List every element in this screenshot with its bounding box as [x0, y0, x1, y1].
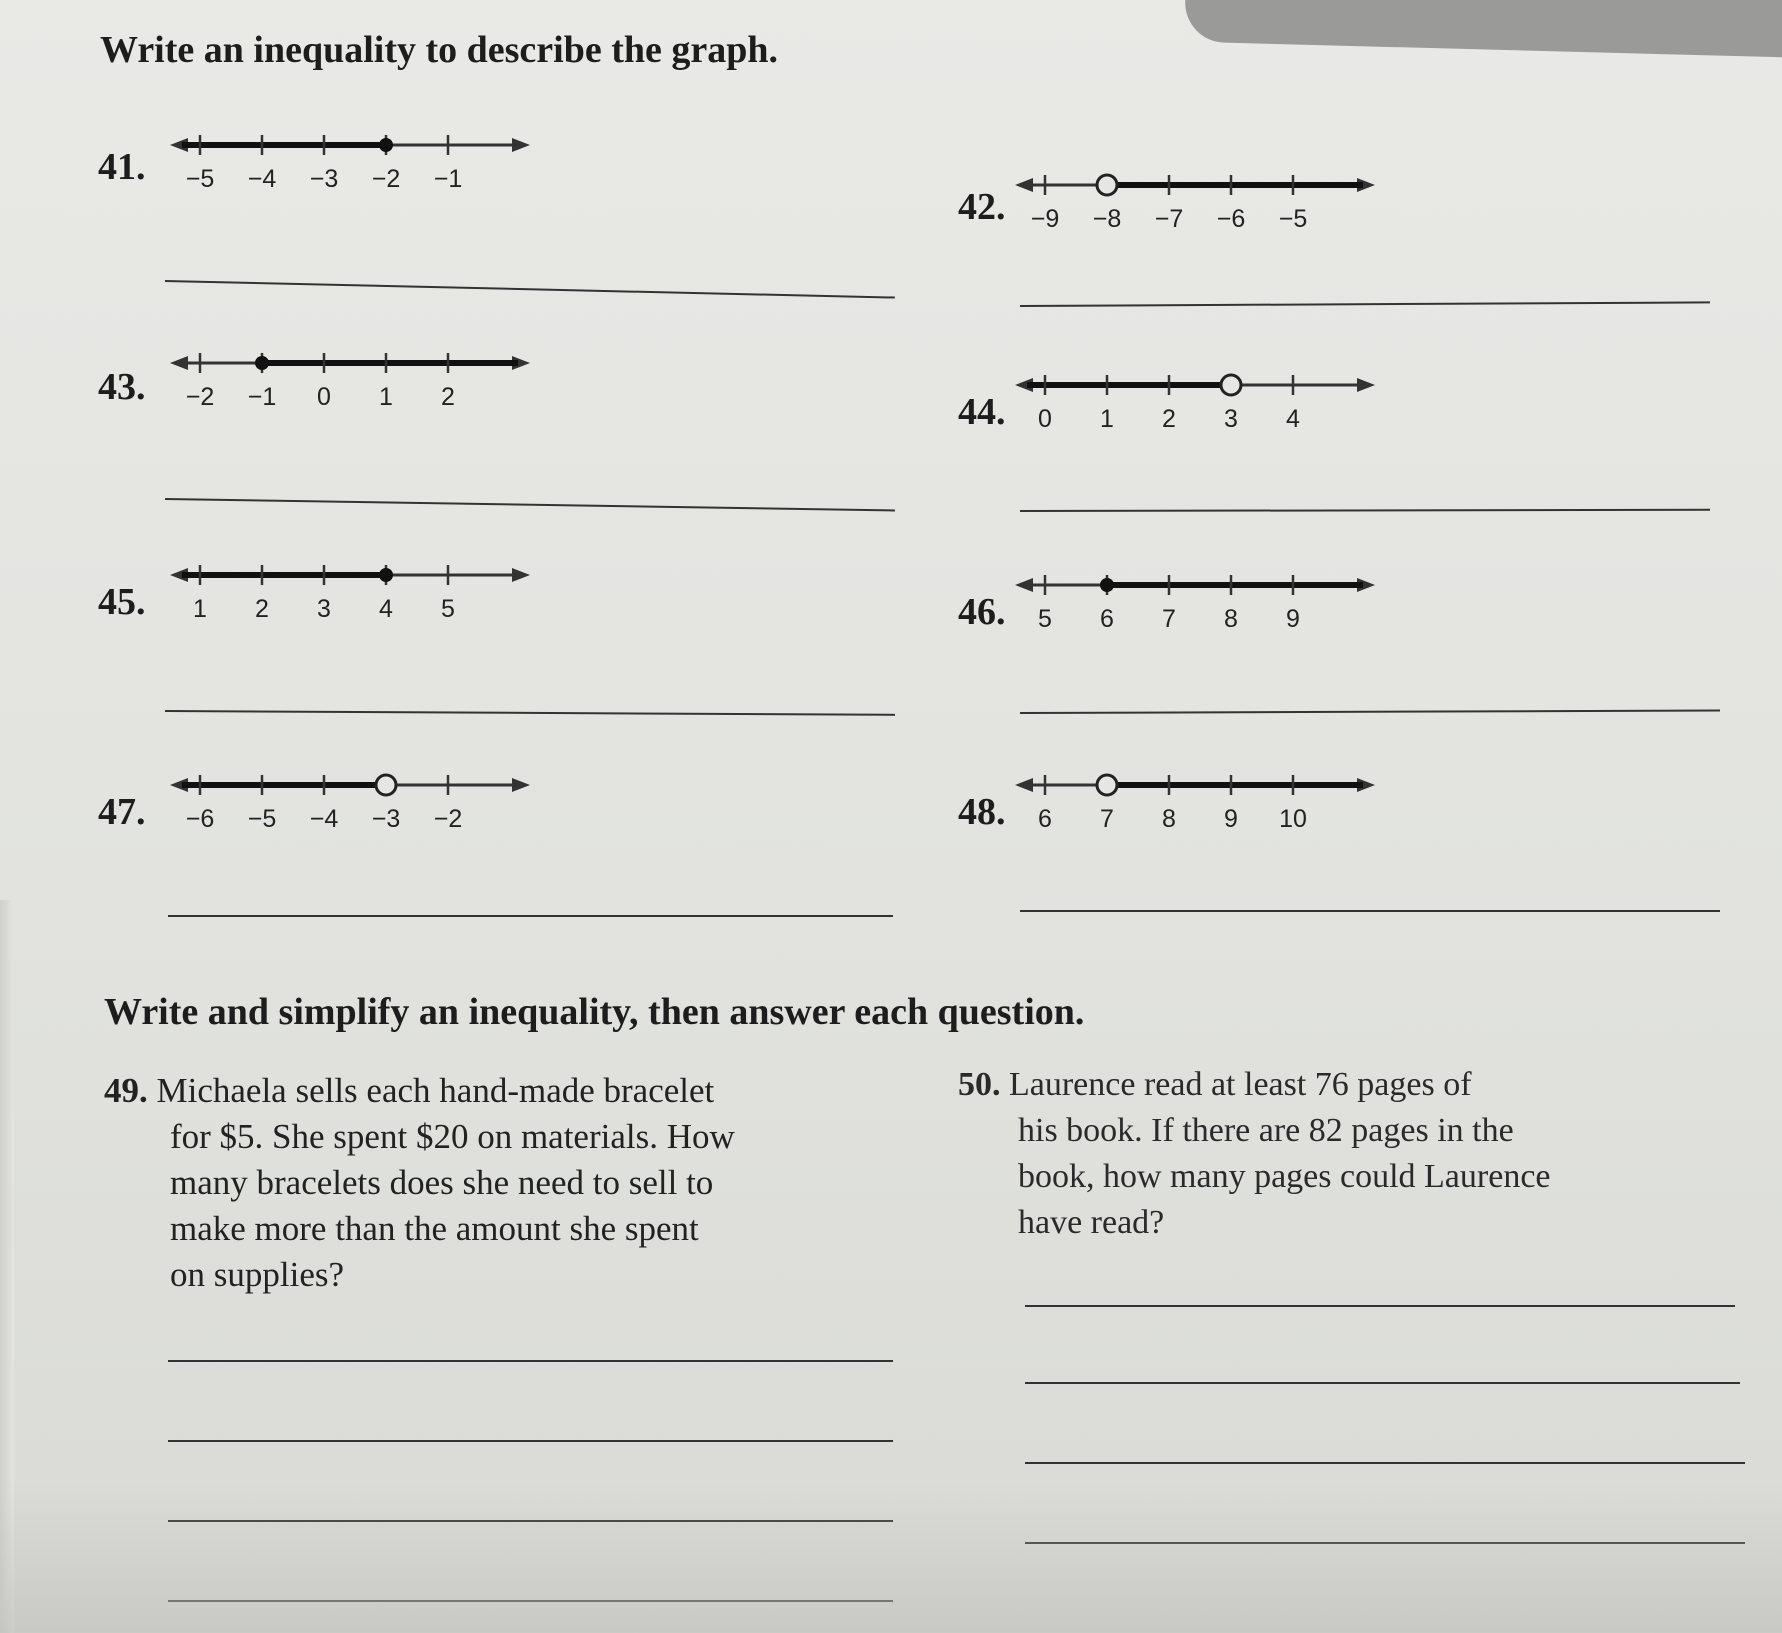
problem-number-48: 48.: [958, 791, 1006, 833]
problem-50-line-2: his book. If there are 82 pages in the: [1018, 1112, 1514, 1149]
open-endpoint: [1097, 175, 1117, 195]
tick-label: −8: [1092, 205, 1122, 233]
answer-line-44[interactable]: [1020, 509, 1710, 512]
tick-label: 8: [1224, 605, 1238, 633]
tick-label: −2: [371, 165, 401, 193]
tick-label: 6: [1038, 805, 1052, 833]
tick-label: 6: [1100, 605, 1114, 633]
tick-label: 5: [1038, 605, 1052, 633]
number-line-42: [1005, 155, 1385, 245]
answer-line-49-2[interactable]: [168, 1440, 893, 1442]
tick-label: −7: [1154, 205, 1184, 233]
tick-label: −2: [433, 805, 463, 833]
tick-label: 8: [1162, 805, 1176, 833]
tick-label: 1: [1100, 405, 1114, 433]
tick-label: −3: [371, 805, 401, 833]
tick-label: 3: [1224, 405, 1238, 433]
open-endpoint: [376, 775, 396, 795]
problem-number-41: 41.: [98, 146, 146, 188]
tick-label: 10: [1279, 805, 1307, 833]
problem-number-44: 44.: [958, 391, 1006, 433]
answer-line-46[interactable]: [1020, 710, 1720, 714]
number-line-47: [160, 755, 540, 845]
number-line-41: [160, 115, 540, 205]
answer-line-50-3[interactable]: [1025, 1462, 1745, 1464]
tick-label: −2: [185, 383, 215, 411]
number-line-48: [1005, 755, 1385, 845]
section2-instruction: Write and simplify an inequality, then answer each question.: [104, 991, 1085, 1033]
answer-line-49-1[interactable]: [168, 1360, 893, 1362]
problem-50-line-1: Laurence read at least 76 pages of: [1009, 1066, 1472, 1103]
answer-line-50-2[interactable]: [1025, 1382, 1740, 1384]
problem-number-50: 50.: [958, 1066, 1001, 1103]
tick-label: 2: [1162, 405, 1176, 433]
tick-label: −6: [185, 805, 215, 833]
tick-label: 2: [441, 383, 455, 411]
tick-label: 1: [193, 595, 207, 623]
closed-endpoint: [379, 138, 393, 152]
number-line-46: [1005, 555, 1385, 645]
problem-50-line-4: have read?: [1018, 1204, 1165, 1241]
tick-label: −1: [433, 165, 463, 193]
chapter-tab: [1184, 0, 1782, 58]
number-line-44: [1005, 355, 1385, 445]
arrow-left-icon: [170, 356, 188, 370]
closed-endpoint: [255, 356, 269, 370]
answer-line-43[interactable]: [165, 498, 895, 511]
tick-label: 1: [379, 383, 393, 411]
problem-number-47: 47.: [98, 791, 146, 833]
tick-label: −6: [1216, 205, 1246, 233]
answer-line-41[interactable]: [165, 280, 895, 299]
problem-49-line-3: many bracelets does she need to sell to: [170, 1163, 714, 1202]
word-problem-50: [958, 1062, 1551, 1246]
tick-label: 4: [379, 595, 393, 623]
problem-49-line-4: make more than the amount she spent: [170, 1209, 699, 1248]
answer-line-48[interactable]: [1020, 910, 1720, 912]
tick-label: −4: [309, 805, 339, 833]
arrow-right-icon: [1357, 378, 1375, 392]
arrow-left-icon: [1015, 178, 1033, 192]
tick-label: 0: [317, 383, 331, 411]
tick-label: 5: [441, 595, 455, 623]
word-problem-49: [104, 1068, 735, 1298]
tick-label: −9: [1030, 205, 1060, 233]
tick-label: 4: [1286, 405, 1300, 433]
problem-50-line-3: book, how many pages could Laurence: [1018, 1158, 1551, 1195]
tick-label: −3: [309, 165, 339, 193]
answer-line-45[interactable]: [165, 710, 895, 716]
arrow-left-icon: [1015, 778, 1033, 792]
open-endpoint: [1097, 775, 1117, 795]
answer-line-50-1[interactable]: [1025, 1305, 1735, 1307]
number-line-43: [160, 333, 540, 423]
tick-label: 9: [1286, 605, 1300, 633]
open-endpoint: [1221, 375, 1241, 395]
tick-label: −5: [1278, 205, 1308, 233]
arrow-right-icon: [512, 778, 530, 792]
tick-label: −5: [185, 165, 215, 193]
problem-number-42: 42.: [958, 186, 1006, 228]
photo-shadow: [0, 1480, 1782, 1633]
tick-label: −4: [247, 165, 277, 193]
tick-label: −1: [247, 383, 277, 411]
answer-line-42[interactable]: [1020, 301, 1710, 307]
tick-label: 2: [255, 595, 269, 623]
problem-number-49: 49.: [104, 1071, 148, 1110]
problem-number-46: 46.: [958, 591, 1006, 633]
problem-number-45: 45.: [98, 581, 146, 623]
problem-49-line-5: on supplies?: [170, 1255, 345, 1294]
tick-label: 9: [1224, 805, 1238, 833]
number-line-45: [160, 545, 540, 635]
section1-instruction: Write an inequality to describe the graph.: [100, 29, 779, 71]
closed-endpoint: [1100, 578, 1114, 592]
problem-number-43: 43.: [98, 366, 146, 408]
problem-49-line-1: Michaela sells each hand-made bracelet: [156, 1071, 715, 1110]
arrow-right-icon: [512, 138, 530, 152]
tick-label: 7: [1162, 605, 1176, 633]
arrow-right-icon: [512, 568, 530, 582]
tick-label: 7: [1100, 805, 1114, 833]
tick-label: 3: [317, 595, 331, 623]
problem-49-line-2: for $5. She spent $20 on materials. How: [170, 1117, 735, 1156]
tick-label: 0: [1038, 405, 1052, 433]
closed-endpoint: [379, 568, 393, 582]
arrow-left-icon: [1015, 578, 1033, 592]
tick-label: −5: [247, 805, 277, 833]
answer-line-47[interactable]: [168, 915, 893, 917]
